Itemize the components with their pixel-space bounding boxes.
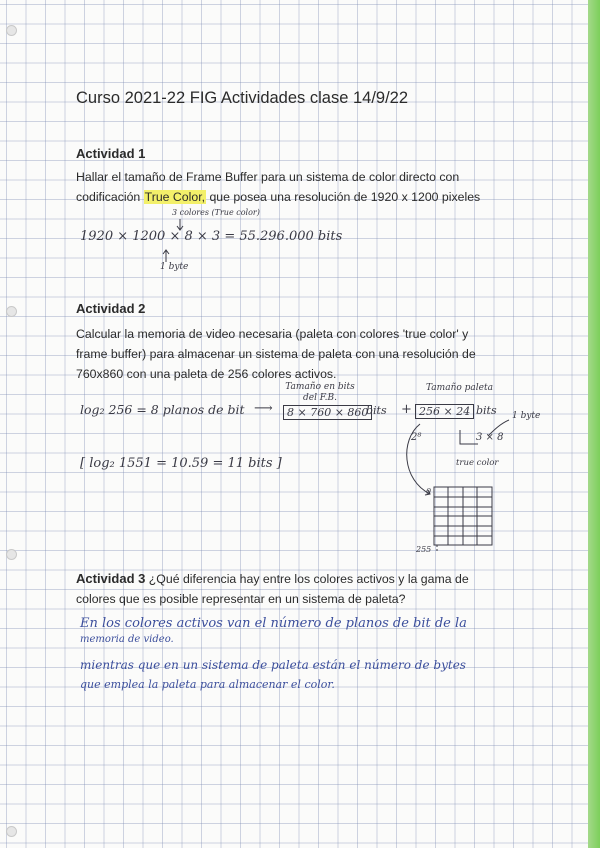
activity-1-line-2-start: codificación bbox=[76, 190, 144, 204]
activity-1-line-1: Hallar el tamaño de Frame Buffer para un sistema de color directo con bbox=[76, 170, 460, 184]
palette-table-sketch bbox=[434, 487, 492, 552]
activity-2-line-1: Calcular la memoria de video necesaria (paleta con colores 'true color' y bbox=[76, 327, 469, 341]
activity-2-heading: Actividad 2 bbox=[76, 301, 146, 316]
fb-bits-unit: bits bbox=[366, 404, 387, 417]
log-planes-equation: log₂ 256 = 8 planos de bit bbox=[80, 402, 245, 417]
three-times-eight: 3 × 8 bbox=[476, 432, 504, 443]
activity-1-line-2-end: que posea una resolución de 1920 x 1200 pixeles bbox=[206, 190, 481, 204]
activity-3-question-1: ¿Qué diferencia hay entre los colores activos y la gama de bbox=[145, 572, 469, 586]
palette-index-zero: 0 bbox=[426, 487, 432, 496]
fb-size-box: 8 × 760 × 860 bbox=[283, 405, 372, 420]
palette-size-box: 256 × 24 bbox=[415, 404, 474, 419]
arrow-down-icon bbox=[177, 219, 183, 230]
answer-line-1: En los colores activos van el número de planos de bit de la bbox=[80, 616, 467, 631]
true-color-highlight: True Color, bbox=[144, 190, 206, 204]
activity-3-question-2: colores que es posible representar en un sistema de paleta? bbox=[76, 592, 406, 606]
one-byte-note: 1 byte bbox=[512, 411, 541, 421]
page-title: Curso 2021-22 FIG Actividades clase 14/9/22 bbox=[76, 89, 409, 107]
activity-2-line-2: frame buffer) para almacenar un sistema de paleta con una resolución de bbox=[76, 347, 476, 361]
activity-3-heading: Actividad 3 bbox=[76, 571, 146, 586]
answer-line-3: mientras que en un sistema de paleta están el número de bytes bbox=[80, 658, 466, 672]
activity-3-line-1 bbox=[76, 569, 469, 589]
note-three-colors: 3 colores (True color) bbox=[172, 208, 260, 217]
arrow-right-icon: ⟶ bbox=[254, 401, 273, 416]
note-one-byte: 1 byte bbox=[160, 262, 189, 272]
activity-1-heading: Actividad 1 bbox=[76, 146, 146, 161]
palette-table-lines bbox=[434, 487, 492, 545]
plus-sign: + bbox=[401, 402, 412, 417]
palette-size-label: Tamaño paleta bbox=[426, 383, 493, 393]
two-pow-eight: 2⁸ bbox=[411, 432, 422, 443]
answer-line-2: memoria de video. bbox=[80, 634, 174, 645]
answer-line-4: que emplea la paleta para almacenar el color. bbox=[80, 678, 335, 691]
activity-2-line-3: 760x860 con una paleta de 256 colores activos. bbox=[76, 367, 337, 381]
palette-index-last: 255 bbox=[416, 545, 432, 554]
palette-bits-unit: bits bbox=[476, 404, 497, 417]
true-color-note: true color bbox=[456, 458, 499, 468]
arrow-up-icon bbox=[163, 250, 169, 262]
activity-1-answer: 1920 × 1200 × 8 × 3 = 55.296.000 bits bbox=[80, 229, 343, 244]
log-bracket-equation: [ log₂ 1551 = 10.59 = 11 bits ] bbox=[80, 456, 282, 471]
fb-size-label: Tamaño en bits del F.B. bbox=[285, 382, 355, 403]
